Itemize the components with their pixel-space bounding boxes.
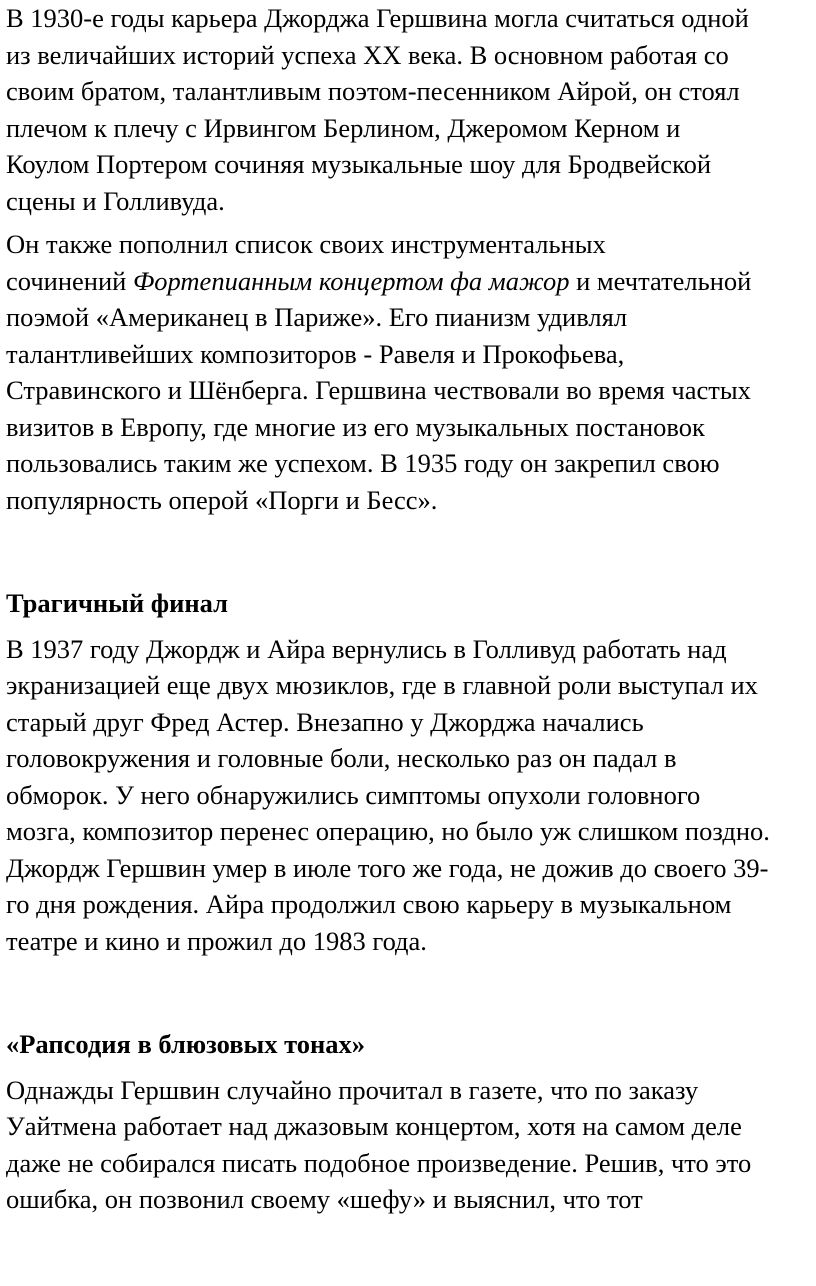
text-line: Однажды Гершвин случайно прочитал в газете, что по заказу — [6, 1074, 699, 1105]
document-page — [6, 0, 812, 1218]
text-line: Он также пополнил список своих инструментальных — [6, 229, 606, 259]
text-line: театре и кино и прожил до 1983 года. — [6, 925, 427, 956]
text-line: поэмой «Американец в Париже». Его пианизм удивлял — [6, 302, 628, 332]
text-line: плечом к плечу с Ирвингом Берлином, Джеромом Керном и — [6, 112, 681, 143]
text-line: талантливейших композиторов - Равеля и Прокофьева, — [6, 338, 625, 369]
text-line-with-italic — [6, 263, 812, 300]
text-line: Коулом Портером сочиняя музыкальные шоу для Бродвейской — [6, 149, 712, 179]
text-line: мозга, композитор перенес операцию, но было уж слишком поздно. — [6, 816, 770, 846]
text-line: сцены и Голливуда. — [6, 185, 225, 216]
text-line: визитов в Европу, где многие из его музыкальных постановок — [6, 411, 705, 442]
paragraph-career-1930s — [6, 0, 812, 219]
text-line: Стравинского и Шёнберга. Гершвина чествовали во время частых — [6, 375, 751, 405]
text-line: популярность оперой «Порги и Бесс». — [6, 484, 438, 515]
text-line: ошибка, он позвонил своему «шефу» и выяснил, что тот — [6, 1184, 643, 1214]
text-line: обморок. У него обнаружились симптомы опухоли головного — [6, 779, 701, 810]
section-heading-rhapsody: «Рапсодия в блюзовых тонах» — [6, 1029, 366, 1059]
text-line: даже не собирался писать подобное произведение. Решив, что это — [6, 1147, 752, 1178]
paragraph-instrumental-works — [6, 226, 812, 518]
paragraph-tragic-finale — [6, 631, 812, 960]
text-segment: и мечтательной — [569, 265, 752, 296]
text-segment: сочинений — [6, 265, 133, 296]
text-line: головокружения и головные боли, несколько раз он падал в — [6, 743, 677, 773]
section-heading-tragic-finale: Трагичный финал — [6, 588, 228, 618]
paragraph-rhapsody — [6, 1072, 812, 1218]
text-line: го дня рождения. Айра продолжил свою карьеру в музыкальном — [6, 889, 732, 919]
text-line: старый друг Фред Астер. Внезапно у Джорджа начались — [6, 706, 644, 737]
text-line: экранизацией еще двух мюзиклов, где в главной роли выступал их — [6, 670, 758, 700]
text-line: Уайтмена работает над джазовым концертом, хотя на самом деле — [6, 1111, 742, 1141]
text-line: пользовались таким же успехом. В 1935 году он закрепил свою — [6, 448, 720, 478]
text-line: своим братом, талантливым поэтом-песенником Айрой, он стоял — [6, 76, 740, 106]
text-line: Джордж Гершвин умер в июле того же года, не дожив до своего 39- — [6, 852, 769, 883]
italic-work-title: Фортепианным концертом фа мажор — [132, 265, 570, 296]
text-line: из величайших историй успеха XX века. В основном работая со — [6, 39, 729, 70]
text-line: В 1930-е годы карьера Джорджа Гершвина могла считаться одной — [6, 3, 749, 33]
text-line: В 1937 году Джордж и Айра вернулись в Голливуд работать над — [6, 633, 727, 664]
